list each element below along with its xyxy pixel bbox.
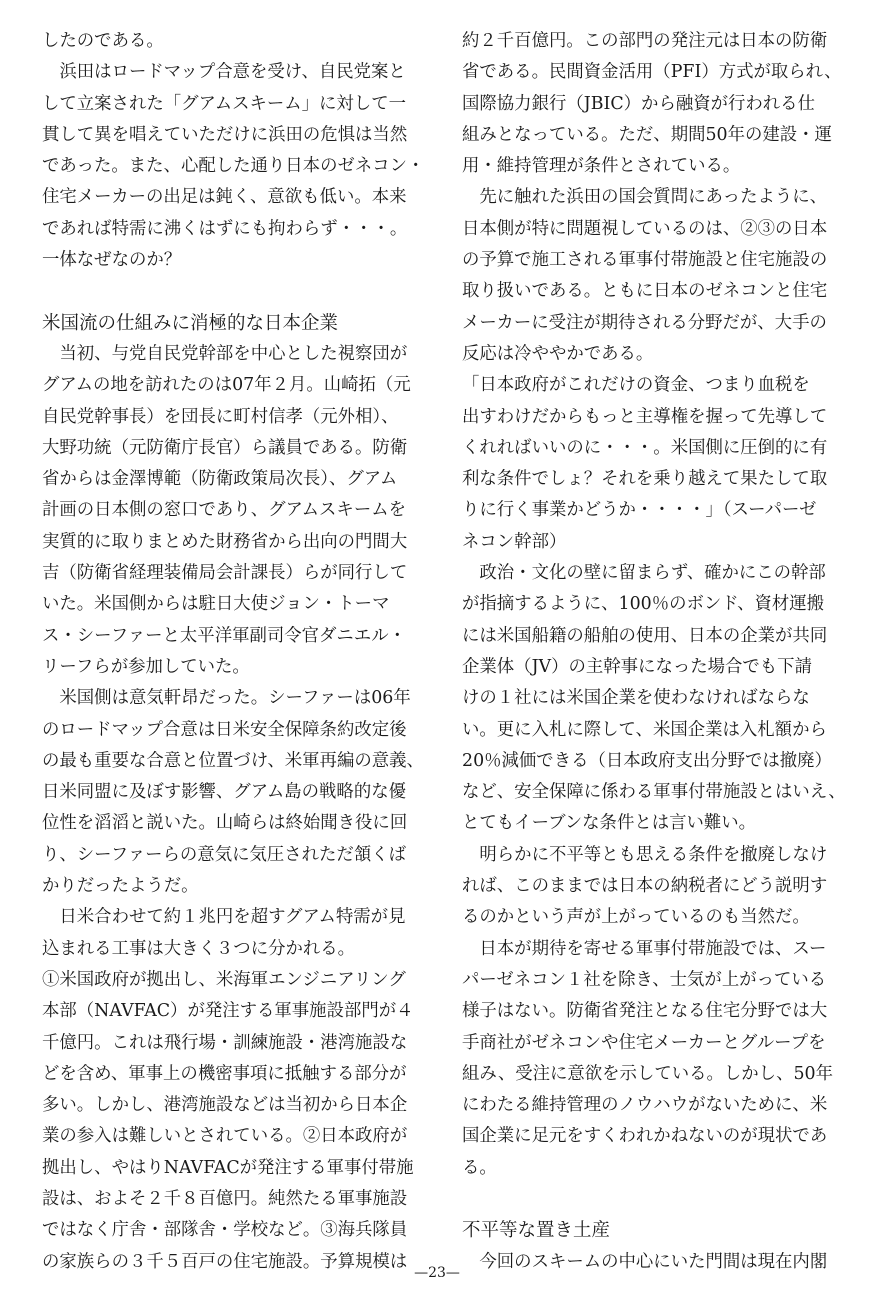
- text-line: いた。米国側からは駐日大使ジョン・トーマ: [42, 594, 390, 615]
- text-line: メーカーに受注が期待される分野だが、大手の: [462, 312, 827, 333]
- text-line: 込まれる工事は大きく３つに分かれる。: [42, 938, 356, 959]
- right-column: [462, 26, 846, 1278]
- text-line: 拠出し、やはりNAVFACが発注する軍事付帯施: [42, 1157, 414, 1178]
- text-line: 千億円。これは飛行場・訓練施設・港湾施設な: [42, 1032, 408, 1053]
- text-line: であれば特需に沸くはずにも拘わらず・・・。: [42, 218, 408, 239]
- text-line: 日米合わせて約１兆円を超すグアム特需が見: [42, 907, 406, 928]
- page-number: —23—: [414, 1265, 460, 1281]
- text-line: のロードマップ合意は日米安全保障条約改定後: [42, 719, 407, 740]
- text-line: 国際協力銀行（JBIC）から融資が行われる仕: [462, 93, 815, 114]
- text-line: 先に触れた浜田の国会質問にあったように、: [462, 187, 828, 208]
- text-line: など、安全保障に係わる軍事付帯施設とはいえ、: [462, 782, 846, 803]
- paragraph-gap: [42, 276, 420, 307]
- text-line: 「日本政府がこれだけの資金、つまり血税を: [462, 375, 810, 396]
- text-line: ネコン幹部）: [462, 531, 567, 552]
- text-line: 政治・文化の壁に留まらず、確かにこの幹部: [462, 563, 826, 584]
- text-line: 実質的に取りまとめた財務省から出向の門間大: [42, 531, 408, 552]
- text-line: 本部（NAVFAC）が発注する軍事施設部門が４: [42, 1001, 414, 1022]
- text-line: 取り扱いである。ともに日本のゼネコンと住宅: [462, 281, 828, 302]
- text-line: 企業体（JV）の主幹事になった場合でも下請: [462, 656, 812, 677]
- text-line: 反応は冷ややかである。: [462, 343, 654, 364]
- text-line: 省からは金澤博範（防衛政策局次長）、グアム: [42, 469, 398, 490]
- text-line: 約２千百億円。この部門の発注元は日本の防衛: [462, 31, 828, 51]
- text-line: ①米国政府が拠出し、米海軍エンジニアリング: [42, 969, 406, 990]
- text-line: グアムの地を訪れたのは07年２月。山崎拓（元: [42, 375, 411, 396]
- left-body-bottom: [42, 339, 424, 1278]
- text-line: 組み、受注に意欲を示している。しかし、50年: [462, 1063, 833, 1084]
- text-line: とてもイーブンな条件とは言い難い。: [462, 813, 757, 834]
- text-line: けの１社には米国企業を使わなければならな: [462, 688, 810, 709]
- text-line: 省である。民間資金活用（PFI）方式が取られ、: [462, 62, 842, 83]
- text-line: 大野功統（元防衛庁長官）ら議員である。防衛: [42, 437, 408, 458]
- text-line: の最も重要な合意と位置づけ、米軍再編の意義、: [42, 750, 424, 771]
- text-line: ス・シーファーと太平洋軍副司令官ダニエル・: [42, 625, 406, 646]
- text-line: して立案された「グアムスキーム」に対して一: [42, 93, 406, 114]
- text-line: 日米同盟に及ぼす影響、グアム島の戦略的な優: [42, 782, 406, 803]
- text-line: 米国側は意気軒昂だった。シーファーは06年: [42, 688, 411, 709]
- text-line: 浜田はロードマップ合意を受け、自民党案と: [42, 62, 406, 83]
- text-line: 一体なぜなのか？: [42, 250, 182, 271]
- text-line: 住宅メーカーの出足は鈍く、意欲も低い。本来: [42, 187, 407, 208]
- text-line: 国企業に足元をすくわれかねないのが現状であ: [462, 1126, 828, 1147]
- text-line: 組みとなっている。ただ、期間50年の建設・運: [462, 124, 832, 145]
- text-line: パーゼネコン１社を除き、士気が上がっている: [462, 969, 827, 990]
- text-line: 20％減価できる（日本政府支出分野では撤廃）: [462, 750, 832, 771]
- text-line: 利な条件でしょ？それを乗り越えて果たして取: [462, 469, 828, 490]
- text-line: 貫して異を唱えていただけに浜田の危惧は当然: [42, 124, 408, 145]
- text-line: の予算で施工される軍事付帯施設と住宅施設の: [462, 250, 828, 271]
- text-line: 多い。しかし、港湾施設などは当初から日本企: [42, 1095, 408, 1116]
- left-body-top: [42, 26, 425, 276]
- right-body-top: [462, 26, 846, 1184]
- text-line: 明らかに不平等とも思える条件を撤廃しなけ: [462, 844, 828, 865]
- text-line: い。更に入札に際して、米国企業は入札額から: [462, 719, 827, 740]
- text-line: したのである。: [42, 31, 164, 51]
- text-line: れば、このままでは日本の納税者にどう説明す: [462, 876, 828, 897]
- text-line: が指摘するように、100％のボンド、資材運搬: [462, 594, 825, 615]
- text-line: りに行く事業かどうか・・・・」（スーパーゼ: [462, 500, 817, 521]
- paragraph-gap: [462, 1184, 840, 1215]
- text-line: リーフらが参加していた。: [42, 656, 250, 677]
- text-line: 今回のスキームの中心にいた門間は現在内閣: [462, 1251, 828, 1272]
- text-line: どを含め、軍事上の機密事項に抵触する部分が: [42, 1063, 407, 1084]
- text-line: るのかという声が上がっているのも当然だ。: [462, 907, 810, 928]
- text-line: にわたる維持管理のノウハウがないために、米: [462, 1095, 828, 1116]
- text-line: 日本側が特に問題視しているのは、②③の日本: [462, 218, 828, 239]
- text-line: 手商社がゼネコンや住宅メーカーとグループを: [462, 1032, 826, 1053]
- section-heading: 米国流の仕組みに消極的な日本企業: [42, 312, 339, 334]
- text-line: 設は、およそ２千８百億円。純然たる軍事施設: [42, 1188, 408, 1209]
- text-line: 日本が期待を寄せる軍事付帯施設では、スー: [462, 938, 827, 959]
- text-line: ではなく庁舎・部隊舎・学校など。③海兵隊員: [42, 1220, 408, 1241]
- text-line: 自民党幹事長）を団長に町村信孝（元外相）、: [42, 406, 399, 427]
- text-line: 出すわけだからもっと主導権を握って先導して: [462, 406, 828, 427]
- text-line: り、シーファーらの意気に気圧されただ頷くば: [42, 844, 406, 865]
- text-line: る。: [462, 1157, 497, 1178]
- text-line: 吉（防衛省経理装備局会計課長）らが同行して: [42, 563, 408, 584]
- text-line: 様子はない。防衛省発注となる住宅分野では大: [462, 1001, 828, 1022]
- text-line: の家族らの３千５百戸の住宅施設。予算規模は: [42, 1251, 408, 1272]
- text-line: 位性を滔滔と説いた。山崎らは終始聞き役に回: [42, 813, 408, 834]
- text-line: には米国船籍の船舶の使用、日本の企業が共同: [462, 625, 828, 646]
- left-column: [42, 26, 425, 1278]
- text-line: 当初、与党自民党幹部を中心とした視察団が: [42, 343, 408, 364]
- section-heading: 不平等な置き土産: [462, 1220, 611, 1242]
- text-line: 業の参入は難しいとされている。②日本政府が: [42, 1126, 408, 1147]
- text-line: かりだったようだ。: [42, 876, 199, 897]
- text-line: 用・維持管理が条件とされている。: [462, 156, 741, 177]
- text-line: くれればいいのに・・・。米国側に圧倒的に有: [462, 437, 828, 458]
- text-line: であった。また、心配した通り日本のゼネコン・: [42, 156, 425, 177]
- text-line: 計画の日本側の窓口であり、グアムスキームを: [42, 500, 406, 521]
